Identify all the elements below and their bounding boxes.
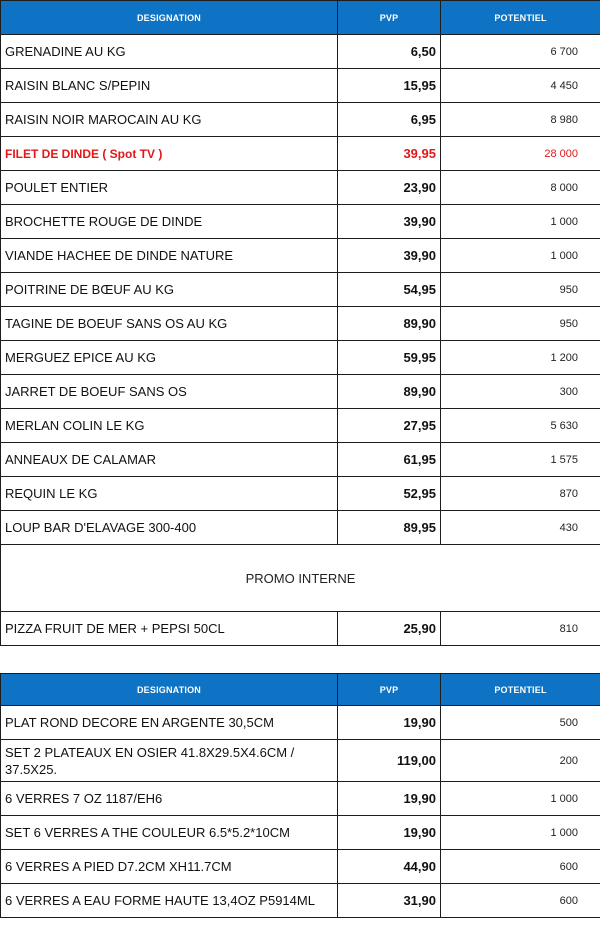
table-row (1, 69, 600, 103)
designation-cell: MERLAN COLIN LE KG (1, 409, 338, 443)
designation-cell: MERGUEZ EPICE AU KG (1, 341, 338, 375)
designation-cell: POULET ENTIER (1, 171, 338, 205)
potentiel-header: POTENTIEL (441, 1, 600, 35)
potentiel-cell: 430 (441, 511, 600, 545)
designation-cell: VIANDE HACHEE DE DINDE NATURE (1, 239, 338, 273)
table-row (1, 341, 600, 375)
pvp-cell: 23,90 (338, 171, 441, 205)
potentiel-cell: 6 700 (441, 35, 600, 69)
pvp-cell: 27,95 (338, 409, 441, 443)
pvp-cell: 89,90 (338, 375, 441, 409)
pvp-cell: 25,90 (338, 612, 441, 646)
table-row (1, 239, 600, 273)
table-row (1, 511, 600, 545)
table-row (1, 409, 600, 443)
table-row (1, 307, 600, 341)
designation-cell: 6 VERRES 7 OZ 1187/EH6 (1, 782, 338, 816)
designation-cell: 6 VERRES A PIED D7.2CM XH11.7CM (1, 850, 338, 884)
designation-cell: SET 2 PLATEAUX EN OSIER 41.8X29.5X4.6CM / 37.5X25. (1, 740, 338, 782)
potentiel-cell: 5 630 (441, 409, 600, 443)
pvp-cell: 89,95 (338, 511, 441, 545)
potentiel-cell: 1 000 (441, 239, 600, 273)
designation-header: DESIGNATION (1, 674, 338, 706)
section-label: PROMO INTERNE (1, 545, 600, 612)
potentiel-cell: 600 (441, 850, 600, 884)
table-row (1, 35, 600, 69)
potentiel-cell: 1 200 (441, 341, 600, 375)
potentiel-cell: 28 000 (441, 137, 600, 171)
pvp-cell: 19,90 (338, 782, 441, 816)
pvp-cell: 59,95 (338, 341, 441, 375)
designation-cell: POITRINE DE BŒUF AU KG (1, 273, 338, 307)
table-row (1, 612, 600, 646)
table-header-row (1, 1, 600, 35)
potentiel-cell: 1 000 (441, 782, 600, 816)
designation-cell: ANNEAUX DE CALAMAR (1, 443, 338, 477)
potentiel-cell: 8 980 (441, 103, 600, 137)
potentiel-cell: 500 (441, 706, 600, 740)
pvp-cell: 39,90 (338, 239, 441, 273)
pvp-cell: 39,90 (338, 205, 441, 239)
table-header-row (1, 674, 600, 706)
table-row (1, 477, 600, 511)
table-row (1, 103, 600, 137)
pvp-cell: 44,90 (338, 850, 441, 884)
designation-cell: LOUP BAR D'ELAVAGE 300-400 (1, 511, 338, 545)
designation-cell: REQUIN LE KG (1, 477, 338, 511)
designation-cell: RAISIN BLANC S/PEPIN (1, 69, 338, 103)
potentiel-cell: 200 (441, 740, 600, 782)
designation-cell: BROCHETTE ROUGE DE DINDE (1, 205, 338, 239)
designation-cell: RAISIN NOIR MAROCAIN AU KG (1, 103, 338, 137)
table-row (1, 782, 600, 816)
potentiel-cell: 300 (441, 375, 600, 409)
pvp-cell: 61,95 (338, 443, 441, 477)
pvp-cell: 19,90 (338, 706, 441, 740)
table-row (1, 740, 600, 782)
pvp-cell: 15,95 (338, 69, 441, 103)
potentiel-cell: 1 000 (441, 816, 600, 850)
pvp-cell: 119,00 (338, 740, 441, 782)
table-row (1, 205, 600, 239)
pvp-cell: 31,90 (338, 884, 441, 918)
potentiel-cell: 870 (441, 477, 600, 511)
potentiel-cell: 1 000 (441, 205, 600, 239)
potentiel-header: POTENTIEL (441, 674, 600, 706)
potentiel-cell: 950 (441, 307, 600, 341)
table-row-highlighted (1, 137, 600, 171)
table-row (1, 171, 600, 205)
table-row (1, 884, 600, 918)
pvp-cell: 54,95 (338, 273, 441, 307)
section-row (1, 545, 600, 612)
designation-cell: TAGINE DE BOEUF SANS OS AU KG (1, 307, 338, 341)
products-table-household (0, 673, 600, 918)
table-row (1, 443, 600, 477)
designation-cell: SET 6 VERRES A THE COULEUR 6.5*5.2*10CM (1, 816, 338, 850)
pvp-cell: 52,95 (338, 477, 441, 511)
potentiel-cell: 810 (441, 612, 600, 646)
pvp-cell: 19,90 (338, 816, 441, 850)
designation-cell: 6 VERRES A EAU FORME HAUTE 13,4OZ P5914ML (1, 884, 338, 918)
potentiel-cell: 8 000 (441, 171, 600, 205)
table-row (1, 706, 600, 740)
potentiel-cell: 1 575 (441, 443, 600, 477)
pvp-header: PVP (338, 674, 441, 706)
designation-cell: PLAT ROND DECORE EN ARGENTE 30,5CM (1, 706, 338, 740)
designation-cell: PIZZA FRUIT DE MER + PEPSI 50CL (1, 612, 338, 646)
table-row (1, 816, 600, 850)
table-row (1, 375, 600, 409)
pvp-cell: 6,50 (338, 35, 441, 69)
pvp-cell: 6,95 (338, 103, 441, 137)
designation-header: DESIGNATION (1, 1, 338, 35)
table-row (1, 273, 600, 307)
pvp-header: PVP (338, 1, 441, 35)
potentiel-cell: 600 (441, 884, 600, 918)
potentiel-cell: 4 450 (441, 69, 600, 103)
potentiel-cell: 950 (441, 273, 600, 307)
designation-cell: GRENADINE AU KG (1, 35, 338, 69)
pvp-cell: 39,95 (338, 137, 441, 171)
pvp-cell: 89,90 (338, 307, 441, 341)
designation-cell: JARRET DE BOEUF SANS OS (1, 375, 338, 409)
table-row (1, 850, 600, 884)
designation-cell: FILET DE DINDE ( Spot TV ) (1, 137, 338, 171)
